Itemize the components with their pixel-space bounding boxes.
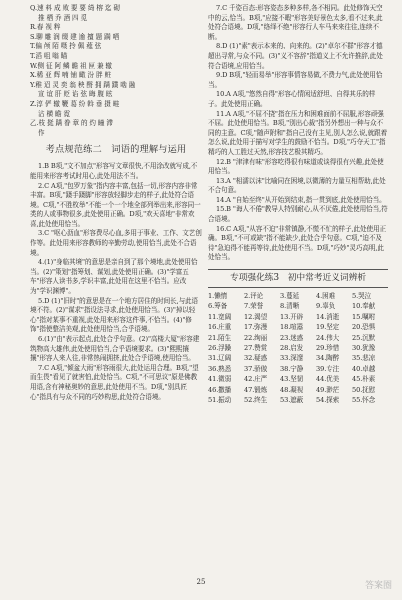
answer-item: 44.优美 (316, 375, 340, 384)
answer-item: 41.微弱 (208, 375, 232, 384)
answer-item: 14.消逝 (316, 312, 340, 321)
answer-item: 34.陶醉 (316, 354, 340, 363)
answer-item: 50.抚慰 (352, 385, 376, 394)
answer-item: 38.宁静 (280, 364, 304, 373)
answer-item: 33.深邃 (280, 354, 304, 363)
watermark-text: 答案圈 (364, 581, 392, 591)
answer-item: 55.怀念 (352, 396, 376, 405)
left-column (30, 4, 202, 402)
word-list-line: T.偏 颅 陌 嗫 拎 佩 薤 弦 (30, 42, 102, 51)
word-list-line: Q.速 料 成 败 要 要 绮 榕 迄 砌 (30, 4, 120, 12)
answer-item: 20.恐惧 (352, 323, 376, 332)
answer-grid (208, 291, 388, 405)
answer-item: 37.骄傲 (244, 364, 268, 373)
answer-item: 32.疑惑 (244, 354, 268, 363)
answer-item: 26.浮躁 (208, 344, 232, 353)
word-list-line: T.滔 咀 嗡 瞄 (30, 51, 68, 60)
answer-item: 21.陌生 (208, 333, 232, 342)
answer-paragraph: 2.C A项,"包罗万象"指内容丰富,包括一切,形容内容非常丰富。B项,"蹑手蹑脚"形容放轻脚步走的样子,此处符合语境。C项,"不胜枚举"不能一个一个地全部列举出来,形容同一类的人或事物很多,此处使用正确。D项,"欢天喜地"非常欢喜,此处使用恰当。 (30, 181, 201, 228)
answer-paragraph: 15.B "诲人不倦"教导人特别耐心,从不厌倦,此处使用恰当,符合语境。 (208, 205, 388, 224)
answer-item: 42.庄严 (244, 375, 268, 384)
answer-item: 31.辽阔 (208, 354, 232, 363)
answer-item: 17.弥漫 (244, 323, 268, 332)
answer-item: 16.庄重 (208, 323, 232, 332)
word-list-line: 沾 横 瞻 霓 (38, 109, 70, 118)
answer-paragraph: 16.C A项,"从容不迫"非常镇静,不慌不忙的样子,此处使用正确。B项,"不可或缺"指不能缺少,此处合乎句意。C项,"迫不及待"急迫得不能再等待,此处使用不当。D项,"巧妙"灵巧高明,此处恰当。 (208, 224, 387, 262)
page-number: 25 (196, 578, 206, 586)
answer-item: 13.开辟 (280, 312, 304, 321)
word-list-line: W.侧 征 阿 鳞 瞻 祖 匣 兼 辙 (30, 61, 112, 70)
word-list-line: 宣 谊 肝 贬 谄 弦 晦 腹 眩 (38, 90, 113, 99)
answer-paragraph: 9.D B项,"轻而易举"形容事情容易做,不费力气,此处使用恰当。 (208, 71, 383, 89)
answer-item: 5.哭泣 (352, 292, 372, 301)
answer-item: 51.振动 (208, 396, 232, 405)
answer-item: 49.渺茫 (316, 385, 340, 394)
answer-paragraph: 6.(1)"由"表示起点,此处合乎句意。(2)"高楼大厦"形容建筑物高大雄伟,此处使用恰当,合乎语境要求。(3)"熙熙攘攘"形容人来人往,非常热闹拥挤,此处合乎语境,使用恰当。 (30, 335, 200, 363)
answer-item: 29.珍惜 (316, 344, 340, 353)
answer-item: 2.评论 (244, 292, 264, 301)
section-title: 专项强化练3 初中常考近义词辨析 (208, 269, 388, 288)
section-title: 考点规范练二 词语的理解与运用 (45, 144, 187, 156)
answer-item: 47.锻炼 (244, 385, 268, 394)
answer-item: 53.遮蔽 (280, 396, 304, 405)
right-column (208, 4, 388, 406)
answer-item: 23.迷惑 (280, 333, 304, 342)
answer-paragraph: 7.C A项,"倾盆大雨"形容雨很大,此处运用合理。B项,"望而生畏"看见了就害怕,此处恰当。C项,"不可思议"原是佛教用语,含有神秘奥妙的意思,此处使用不当。D项,"别具匠心"指具有与众不同的巧妙构思,此处符合语境。 (30, 363, 199, 401)
answer-item: 40.卓越 (352, 364, 376, 373)
answer-item: 10.奉献 (352, 302, 376, 311)
word-list-line: Y.稚 迢 灵 奕 翁 秧 酹 拥 蹒 蹼 啮 融 (30, 80, 136, 89)
answer-paragraph: 10.A A项,"悠然自得"形容心情闲适舒坦、自得其乐的样子。此处使用正确。 (208, 90, 376, 108)
answer-item: 19.坚定 (316, 323, 340, 332)
answer-paragraph: 12.B "津津有味"形容吃得很有味道或谈得很有兴趣,此处使用恰当。 (208, 157, 384, 176)
word-list-line: 作 (38, 128, 45, 137)
answer-item: 36.熟悉 (208, 364, 232, 373)
answer-item: 9.辜负 (316, 302, 336, 311)
answer-item: 7.荣誉 (244, 302, 264, 311)
answer-item: 4.困难 (316, 292, 336, 301)
answer-paragraph: 3.C "呕心沥血"形容费尽心血,多用于事业、工作、文艺创作等。此处用来形容教师的辛勤劳动,使用恰当,此处不合语境。 (30, 229, 202, 257)
answer-paragraph: 11.A A项,"不屈不挠"指在压力和困难面前不屈服,形容顽强不屈。此处使用恰当。B项,"别出心裁"指另外想出一种与众不同的主意。C项,"随声附和"指自己没有主见,别人怎么说,就跟着怎么说,此处用于描写对学生的鼓励不恰当。D项,"巧夺天工"指精巧的人工胜过天然,形容技艺极其精巧。 (208, 109, 388, 156)
answer-paragraph: 13.A "相濡以沫"比喻同在困境,以微薄的力量互相帮助,此处不合句意。 (208, 176, 386, 195)
answer-item: 46.撒播 (208, 385, 232, 394)
answer-item: 45.朴素 (352, 375, 376, 384)
answer-item: 15.嘱咐 (352, 312, 376, 321)
answer-item: 12.渴望 (244, 312, 268, 321)
word-list-line: Z.淳 俨 辙 鞭 葛 纷 斡 垂 摄 畦 (30, 99, 120, 108)
answer-item: 11.宽阔 (208, 312, 232, 321)
answer-item: 35.悲凉 (352, 354, 376, 363)
answer-item: 30.犹豫 (352, 344, 376, 353)
answer-item: 18.喧嚣 (280, 323, 304, 332)
answer-item: 27.赞赏 (244, 344, 268, 353)
answer-item: 28.启发 (280, 344, 304, 353)
pinyin-word-list (30, 4, 202, 138)
answer-item: 1.懒惰 (208, 292, 228, 301)
word-list-line: 推 栖 乔 酒 四 觅 (38, 13, 87, 22)
answer-paragraph: 4.(1)"身临其境"的意思是亲自到了那个境地,此处使用恰当。(2)"策划"指筹划、谋划,此处使用正确。(3)"学富五车"形容人读书多,学识丰富,此处用在这里不恰当。应改为"学识渊博"。 (30, 258, 198, 296)
answer-paragraph: 8.D (1)"素"表示本来的、向来的。(2)"卓尔不群"形容才德超出寻常,与众不同。(3)"义不容辞"指道义上不允许推辞,此处符合语境,应用恰当。 (208, 42, 383, 70)
answer-paragraph: 5.D (1)"旧时"的意思是在一个地方居住的时间长,与此语境不符。(2)"谋求"指设法寻求,此处使用恰当。(3)"掉以轻心"指对某事不重视,此处用来形容这件事,不恰当。(4)"修饰"指使整洁美观,此处使用恰当,合乎语境。 (30, 296, 199, 334)
word-list-line: R.春 视 粹 (30, 23, 61, 32)
answer-item: 25.沉默 (352, 333, 376, 342)
answer-paragraph: 14.A "自始至终"从开始到结束,指一贯到底,此处使用恰当。 (216, 195, 386, 204)
answer-paragraph: 7.C 千姿百态:形容姿态多种多样,各不相同。此处修饰天空中的云,恰当。B项,"应接不暇"形容美好景色太多,看不过来,此处符合语境。D项,"络绎不绝"形容行人车马来来往往,连续不断。 (208, 4, 383, 41)
word-list-line: 乙.枝 挺 蹒 眷 章 的 灼 瞳 滞 (30, 119, 113, 128)
answer-item: 48.凝视 (280, 385, 304, 394)
answer-paragraph: 1.B B项,"文不加点"形容写文章很快,不用涂改就写成,不能用来形容考试时用心,此处用法不当。 (30, 162, 198, 180)
answer-item: 54.探索 (316, 396, 340, 405)
answer-item: 24.伟大 (316, 333, 340, 342)
answer-item: 6.筹备 (208, 302, 228, 311)
answer-item: 3.蔓延 (280, 292, 300, 301)
answer-item: 22.绚丽 (244, 333, 268, 342)
answer-item: 52.终生 (244, 396, 268, 405)
answer-item: 39.专注 (316, 364, 340, 373)
word-list-line: X.稀 亚 辉 喃 铺 瞰 汾 胖 赃 (30, 71, 112, 80)
answer-item: 8.清晰 (280, 302, 300, 311)
answer-item: 43.坚韧 (280, 375, 304, 384)
word-list-line: S.聊 雕 润 缀 建 逾 擅 题 蹒 哂 (30, 32, 120, 41)
